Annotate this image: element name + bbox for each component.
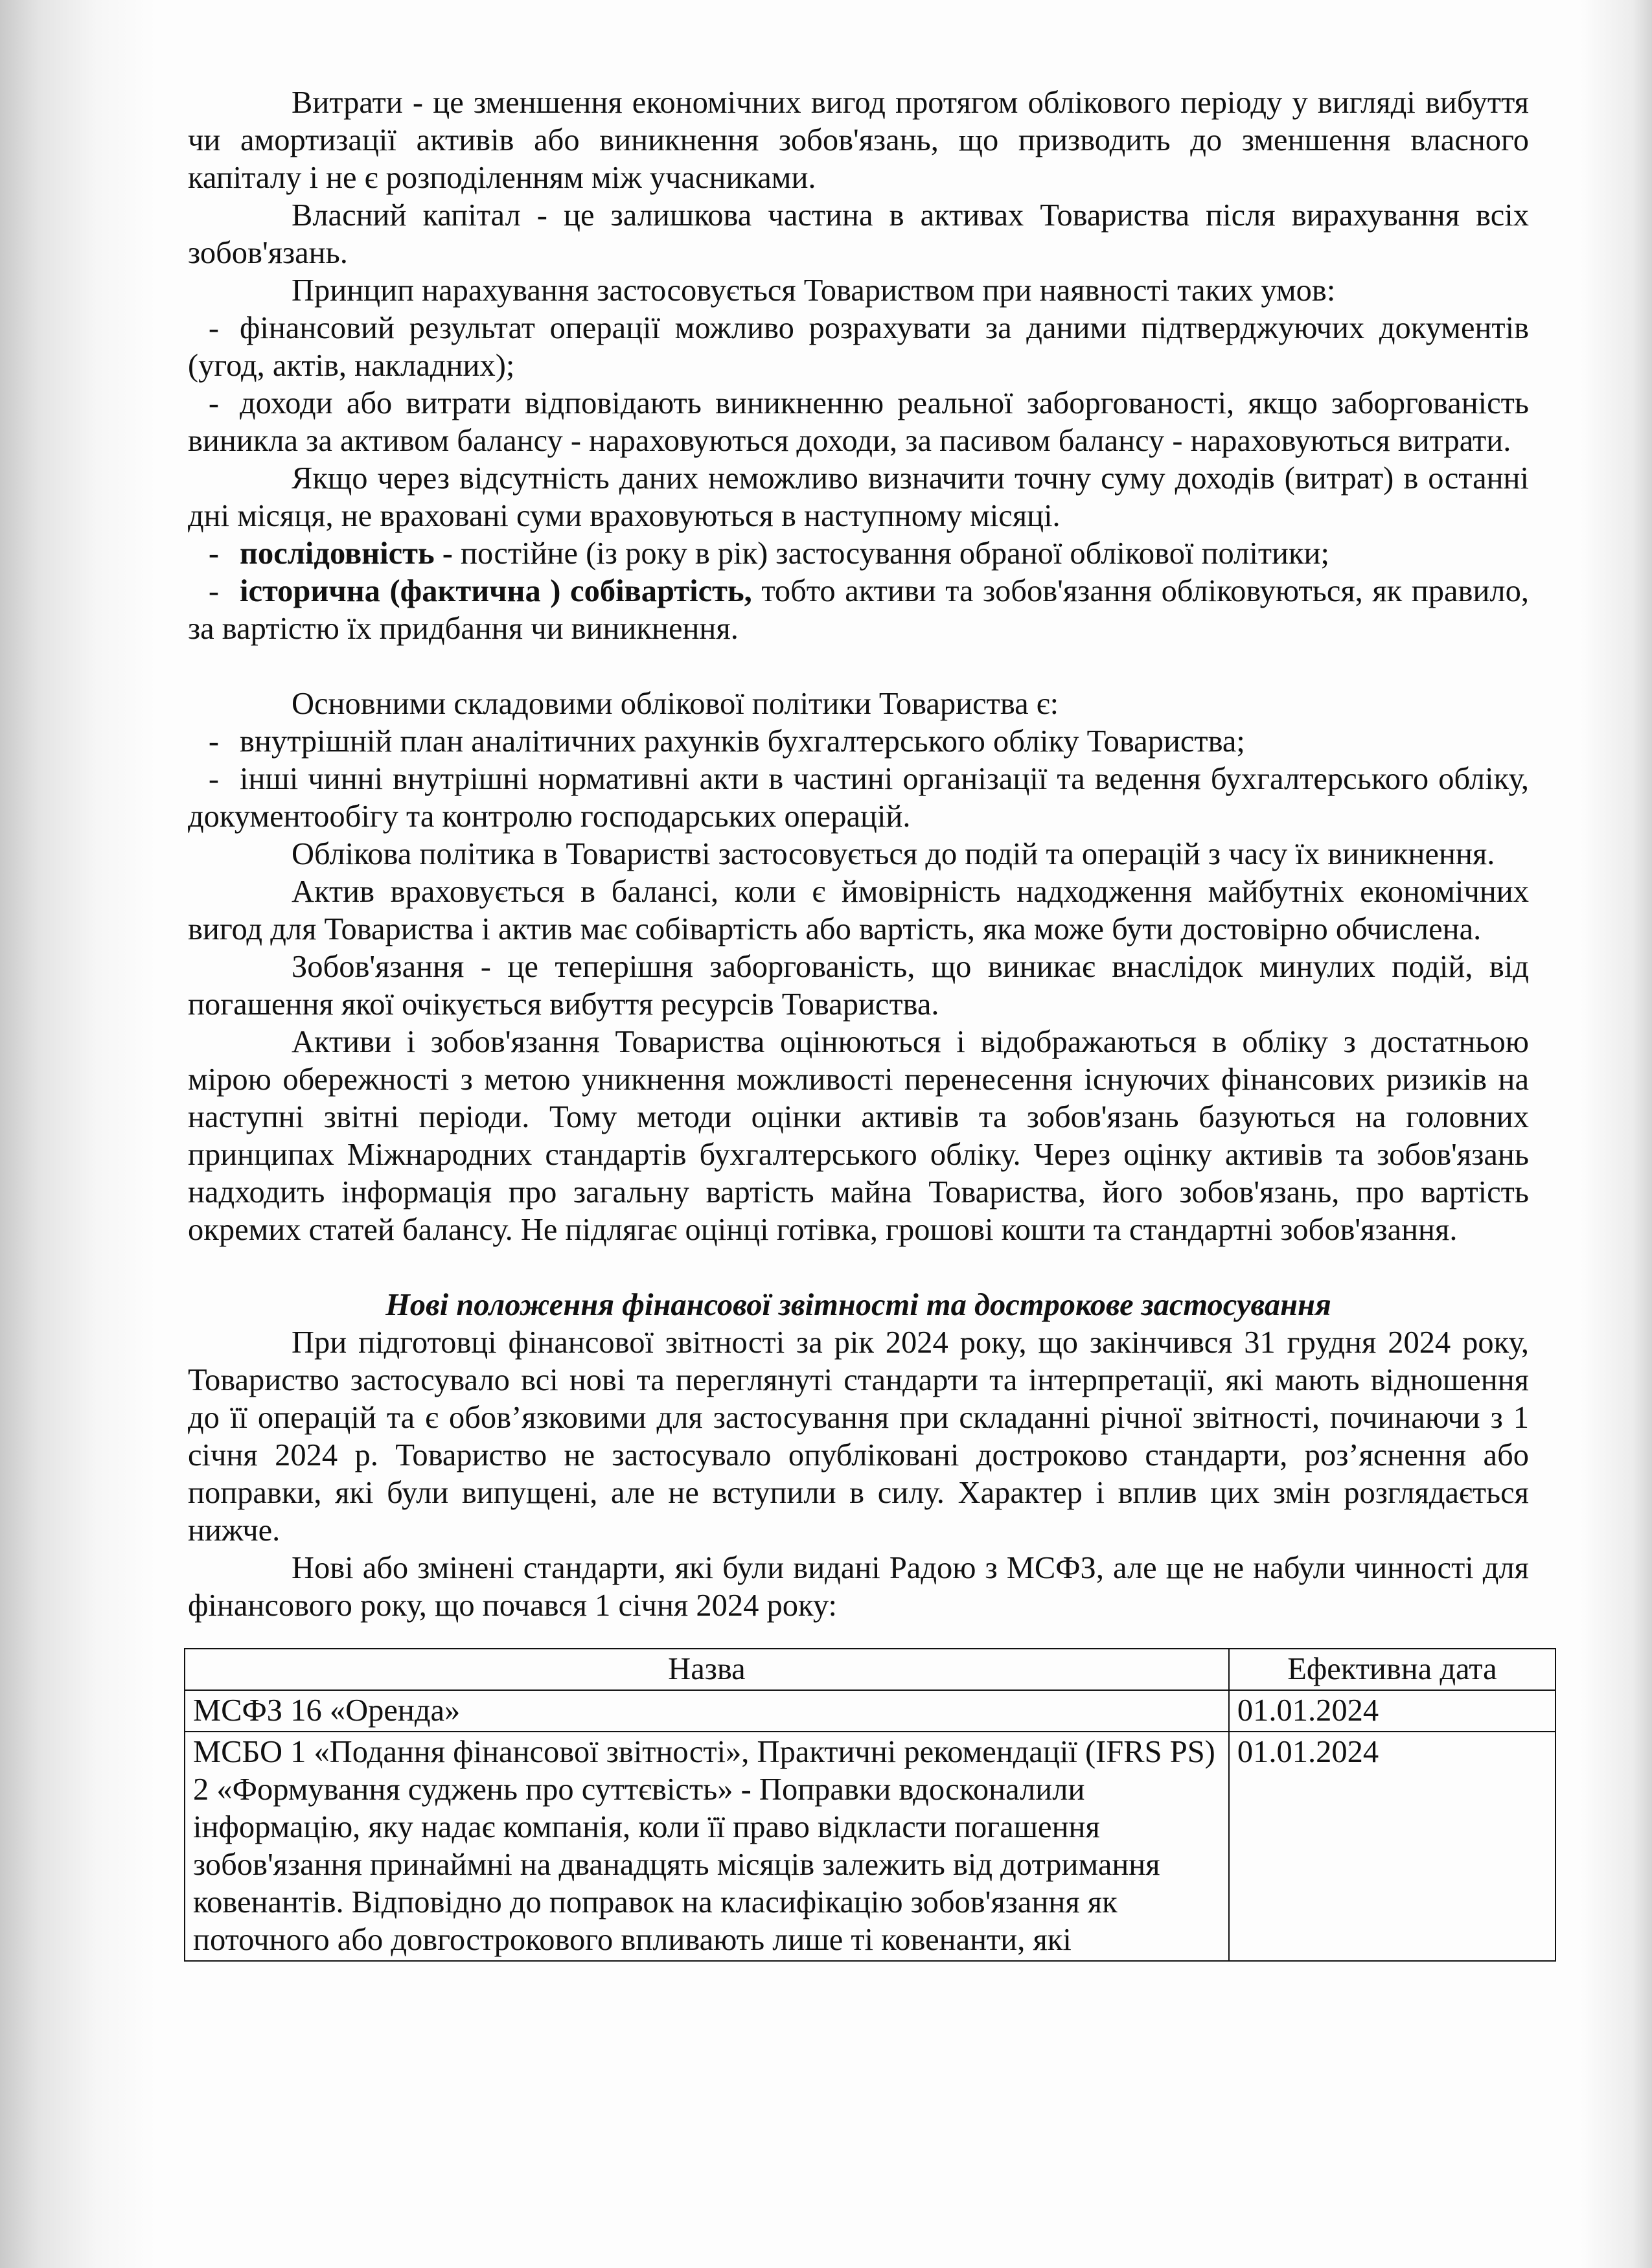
paragraph-asset-recognition: Актив враховується в балансі, коли є ймовірність надходження майбутніх економічних вигод для Товариства і актив має собівартість або вартість, яка може бути достовірно обчислена. xyxy=(188,875,1529,946)
bullet-dash: - xyxy=(208,574,220,608)
list-item xyxy=(188,385,1529,460)
paragraph-accrual-principle: Принцип нарахування застосовується Товариством при наявності таких умов: xyxy=(292,273,1336,308)
section-heading: Нові положення фінансової звітності та дострокове застосування xyxy=(385,1288,1331,1322)
paragraph-policy-components: Основними складовими облікової політики Товариства є: xyxy=(292,687,1059,721)
column-header-effective-date: Ефективна дата xyxy=(1229,1649,1555,1690)
list-item-text: внутрішній план аналітичних рахунків бухгалтерського обліку Товариства; xyxy=(240,724,1245,759)
list-item-text: інші чинні внутрішні нормативні акти в частині організації та ведення бухгалтерського обліку, документообігу та контролю господарських операцій. xyxy=(188,762,1529,834)
table-cell-name: МСФЗ 16 «Оренда» xyxy=(185,1690,1229,1732)
table-cell-date: 01.01.2024 xyxy=(1229,1732,1555,1961)
bullet-dash: - xyxy=(208,536,220,571)
list-item-text: доходи або витрати відповідають виникненню реальної заборгованості, якщо заборгованість виникла за активом балансу - нараховуються доходи, за пасивом балансу - нараховуються витрати. xyxy=(188,386,1529,458)
table-row xyxy=(185,1732,1555,1961)
list-item-text: фінансовий результат операції можливо розрахувати за даними підтверджуючих документів (угод, актів, накладних); xyxy=(188,311,1529,383)
paragraph-expenses: Витрати - це зменшення економічних вигод протягом облікового періоду у вигляді вибуття чи амортизації активів або виникнення зобов'язань, що призводить до зменшення власного капіталу і не є розподіленням між учасниками. xyxy=(188,86,1529,195)
table-header-row xyxy=(185,1649,1555,1690)
spacer xyxy=(188,648,1529,685)
table-cell-date: 01.01.2024 xyxy=(1229,1690,1555,1732)
paragraph-policy-application: Облікова політика в Товаристві застосовується до подій та операцій з часу їх виникнення. xyxy=(292,837,1495,871)
bullet-dash: - xyxy=(208,311,220,345)
paragraph-liabilities: Зобов'язання - це теперішня заборгованість, що виникає внаслідок минулих подій, від погашення якої очікується вибуття ресурсів Товариства. xyxy=(188,950,1529,1022)
bullet-dash: - xyxy=(208,386,220,420)
paragraph-equity: Власний капітал - це залишкова частина в активах Товариства після вирахування всіх зобов'язань. xyxy=(188,198,1529,270)
column-header-name: Назва xyxy=(185,1649,1229,1690)
list-item-term: історична (фактична ) собівартість, xyxy=(240,574,752,608)
paragraph-missing-data: Якщо через відсутність даних неможливо визначити точну суму доходів (витрат) в останні дні місяця, не враховані суми враховуються в наступному місяці. xyxy=(188,461,1529,533)
paragraph-valuation: Активи і зобов'язання Товариства оцінюються і відображаються в обліку з достатньою мірою обережності з метою уникнення можливості перенесення існуючих фінансових ризиків на наступні звітні періоди. Тому методи оцінки активів та зобов'язань базуються на головних принципах Міжнародних стандартів бухгалтерського обліку. Через оцінку активів та зобов'язань надходить інформація про загальну вартість майна Товариства, його зобов'язань, про вартість окремих статей балансу. Не підлягає оцінці готівка, грошові кошти та стандартні зобов'язання. xyxy=(188,1025,1529,1247)
standards-table xyxy=(184,1648,1556,1962)
table-cell-name: МСБО 1 «Подання фінансової звітності», Практичні рекомендації (IFRS PS) 2 «Формування суджень про суттєвість» - Поправки вдосконалили інформацію, яку надає компанія, коли її право відкласти погашення зобов'язання принаймні на дванадцять місяців залежить від дотримання ковенантів. Відповідно до поправок на класифікацію зобов'язання як поточного або довгострокового впливають лише ті ковенанти, які xyxy=(185,1732,1229,1961)
list-item xyxy=(188,723,1529,761)
bullet-dash: - xyxy=(208,762,220,796)
list-item xyxy=(188,761,1529,836)
list-item xyxy=(188,310,1529,385)
spacer xyxy=(188,1249,1529,1287)
paragraph-issued-standards: Нові або змінені стандарти, які були видані Радою з МСФЗ, але ще не набули чинності для фінансового року, що почався 1 січня 2024 року: xyxy=(188,1551,1529,1623)
document-page xyxy=(188,84,1529,1962)
table-row xyxy=(185,1690,1555,1732)
list-item xyxy=(188,535,1529,573)
paragraph-new-standards: При підготовці фінансової звітності за рік 2024 року, що закінчився 31 грудня 2024 року, Товариство застосувало всі нові та переглянуті стандарти та інтерпретації, які мають відношення до її операцій та є обов’язковими для застосування при складанні річної звітності, починаючи з 1 січня 2024 р. Товариство не застосувало опубліковані достроково стандарти, роз’яснення або поправки, які були випущені, але не вступили в силу. Характер і вплив цих змін розглядається нижче. xyxy=(188,1325,1529,1548)
scan-shadow-right xyxy=(1581,0,1652,2268)
list-item-term: послідовність xyxy=(240,536,435,571)
list-item-text: - постійне (із року в рік) застосування обраної облікової політики; xyxy=(434,536,1329,571)
bullet-dash: - xyxy=(208,724,220,759)
list-item-text: тобто активи та зобов'язання обліковуються, як правило, за вартістю їх придбання чи виникнення. xyxy=(188,574,1529,646)
scan-shadow-left xyxy=(0,0,155,2268)
list-item xyxy=(188,573,1529,648)
